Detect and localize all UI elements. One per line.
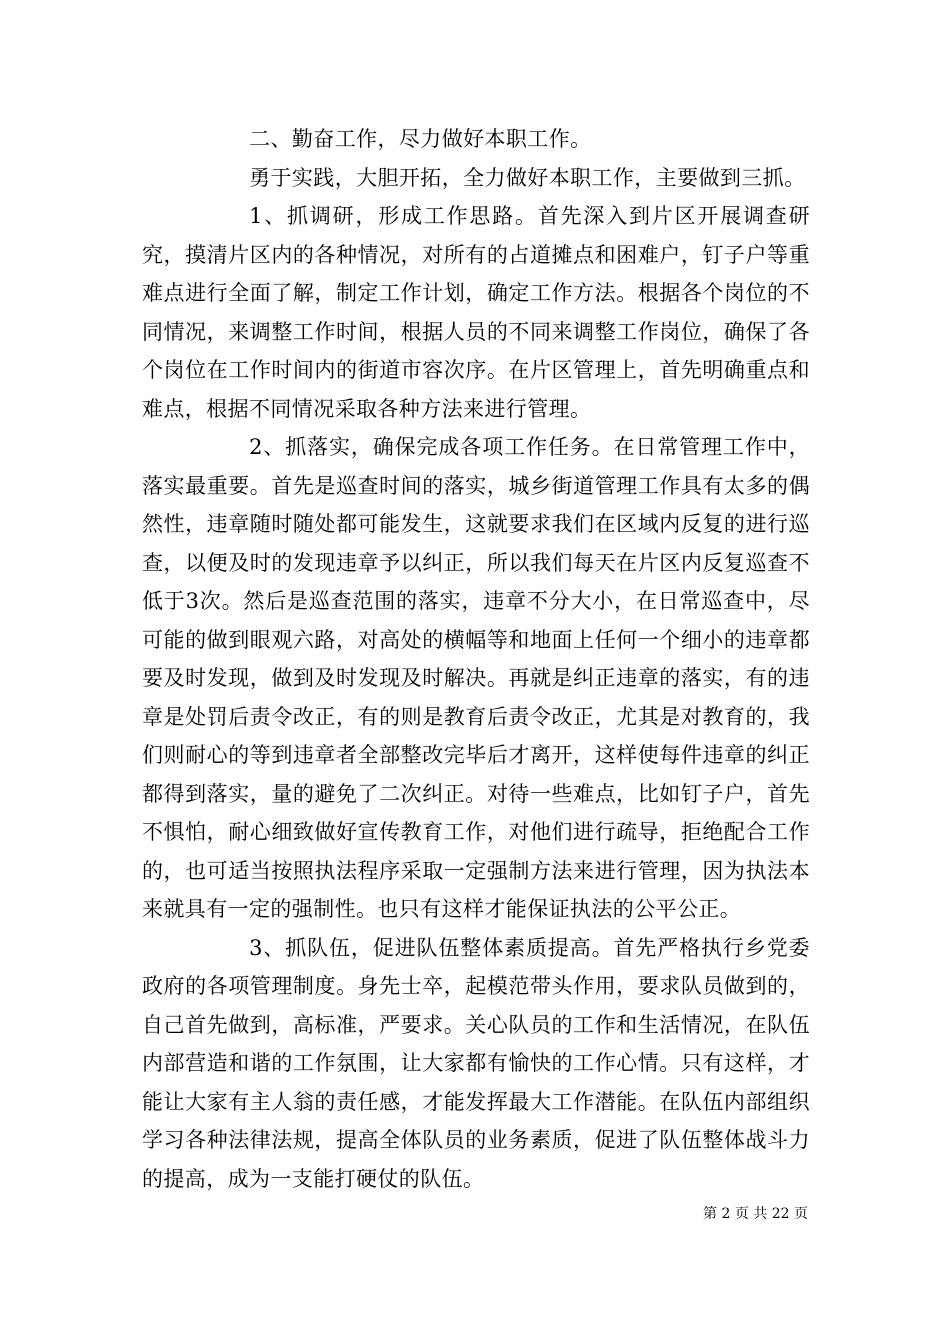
page-number: 第 2 页 共 22 页: [703, 1206, 808, 1222]
paragraph-team: 3、抓队伍，促进队伍整体素质提高。首先严格执行乡党委政府的各项管理制度。身先士卒，起模范带头作用，要求队员做到的，自己首先做到，高标准，严要求。关心队员的工作和生活情况，在队伍内部营造和谐的工作氛围，让大家都有愉快的工作心情。只有这样，才能让大家有主人翁的责任感，才能发挥最大工作潜能。在队伍内部组织学习各种法律法规，提高全体队员的业务素质，促进了队伍整体战斗力的提高，成为一支能打硬仗的队伍。: [142, 935, 810, 1191]
section-heading: 二、勤奋工作，尽力做好本职工作。: [249, 127, 592, 151]
paragraph-research: 1、抓调研，形成工作思路。首先深入到片区开展调查研究，摸清片区内的各种情况，对所有的占道摊点和困难户，钉子户等重难点进行全面了解，制定工作计划，确定工作方法。根据各个岗位的不同情况，来调整工作时间，根据人员的不同来调整工作岗位，确保了各个岗位在工作时间内的街道市容次序。在片区管理上，首先明确重点和难点，根据不同情况采取各种方法来进行管理。: [142, 204, 810, 421]
intro-paragraph: 勇于实践，大胆开拓，全力做好本职工作，主要做到三抓。: [249, 165, 806, 190]
document-body: [142, 120, 810, 1198]
paragraph-implementation: 2、抓落实，确保完成各项工作任务。在日常管理工作中，落实最重要。首先是巡查时间的落实，城乡街道管理工作具有太多的偶然性，违章随时随处都可能发生，这就要求我们在区域内反复的进行巡查，以便及时的发现违章予以纠正，所以我们每天在片区内反复巡查不低于3次。然后是巡查范围的落实，违章不分大小，在日常巡查中，尽可能的做到眼观六路，对高处的横幅等和地面上任何一个细小的违章都要及时发现，做到及时发现及时解决。再就是纠正违章的落实，有的违章是处罚后责令改正，有的则是教育后责令改正，尤其是对教育的，我们则耐心的等到违章者全部整改完毕后才离开，这样使每件违章的纠正都得到落实，量的避免了二次纠正。对待一些难点，比如钉子户，首先不惧怕，耐心细致做好宣传教育工作，对他们进行疏导，拒绝配合工作的，也可适当按照执法程序采取一定强制方法来进行管理，因为执法本来就具有一定的强制性。也只有这样才能保证执法的公平公正。: [142, 435, 810, 921]
